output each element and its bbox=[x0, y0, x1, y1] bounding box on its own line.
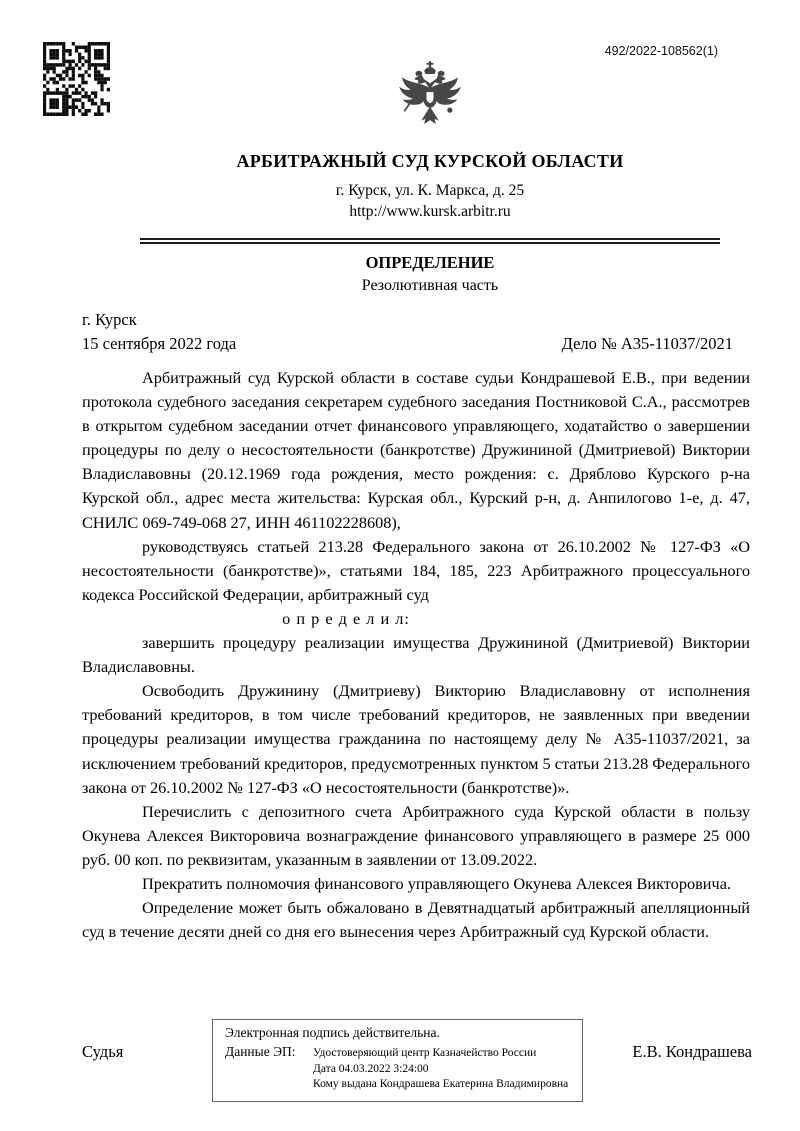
document-date: 15 сентября 2022 года bbox=[82, 334, 237, 353]
date-case-row bbox=[82, 334, 733, 354]
city-line: г. Курск bbox=[82, 310, 137, 329]
ruling-paragraph: завершить процедуру реализации имущества Дружининой (Дмитриевой) Виктории Владиславовны. bbox=[82, 633, 750, 677]
court-name: АРБИТРАЖНЫЙ СУД КУРСКОЙ ОБЛАСТИ bbox=[236, 151, 624, 171]
court-header bbox=[60, 60, 800, 221]
stamp-data-values bbox=[313, 1044, 568, 1093]
ruling-paragraph: Перечислить с депозитного счета Арбитражного суда Курской области в пользу Окунева Алексея Викторовича вознаграждение финансового управляющего в размере 25 000 руб. 00 коп. по реквизитам, указанным в заявлении от 13.09.2022. bbox=[82, 801, 750, 869]
court-website: http://www.kursk.arbitr.ru bbox=[349, 203, 511, 220]
document-body bbox=[82, 366, 750, 944]
stamp-date: Дата 04.03.2022 3:24:00 bbox=[313, 1062, 429, 1075]
stamp-certification-center: Удостоверяющий центр Казначейство России bbox=[313, 1047, 537, 1059]
judge-name: Е.В. Кондрашева bbox=[632, 1042, 752, 1061]
ruling-paragraph: Прекратить полномочия финансового управляющего Окунева Алексея Викторовича. bbox=[142, 873, 731, 893]
ruling-heading: о п р е д е л и л: bbox=[282, 608, 410, 628]
body-paragraph: Арбитражный суд Курской области в составе судьи Кондрашевой Е.В., при ведении протокола судебного заседания секретарем судебного заседания Постниковой С.А., рассмотрев в открытом судебном заседании отчет финансового управляющего, ходатайство о завершении процедуры по делу о несостоятельности (банкротстве) Дружининой (Дмитриевой) Виктории Владиславовны (20.12.1969 года рождения, место рождения: с. Дряблово Курского р-на Курской обл., адрес места жительства: Курская обл., Курский р-н, д. Анпилогово 1-е, д. 47, СНИЛС 069-749-068 27, ИНН 461102228608), bbox=[82, 368, 750, 532]
ruling-paragraph: Определение может быть обжаловано в Девятнадцатый арбитражный апелляционный суд в течение десяти дней со дня его вынесения через Арбитражный суд Курской области. bbox=[82, 898, 750, 942]
body-paragraph: руководствуясь статьей 213.28 Федерального закона от 26.10.2002 № 127-ФЗ «О несостоятельности (банкротстве)», статьями 184, 185, 223 Арбитражного процессуального кодекса Российской Федерации, арбитражный суд bbox=[82, 536, 750, 604]
document-subtitle: Резолютивная часть bbox=[361, 277, 499, 294]
stamp-issued-to: Кому выдана Кондрашева Екатерина Владимировна bbox=[313, 1078, 569, 1090]
stamp-details-row bbox=[225, 1044, 574, 1093]
e-signature-stamp bbox=[212, 1019, 583, 1102]
ruling-paragraph: Освободить Дружинину (Дмитриеву) Викторию Владиславовну от исполнения требований кредиторов, в том числе требований кредиторов, не заявленных при введении процедуры реализации имущества гражданина по настоящему делу № А35-11037/2021, за исключением требований кредиторов, предусмотренных пунктом 5 статьи 213.28 Федерального закона от 26.10.2002 № 127-ФЗ «О несостоятельности (банкротстве)». bbox=[82, 681, 750, 797]
stamp-validity-line: Электронная подпись действительна. bbox=[225, 1025, 440, 1040]
stamp-data-label: Данные ЭП: bbox=[225, 1044, 296, 1059]
document-reference-number: 492/2022-108562(1) bbox=[604, 44, 718, 58]
judge-label: Судья bbox=[82, 1042, 124, 1061]
document-title: ОПРЕДЕЛЕНИЕ bbox=[365, 253, 495, 272]
header-divider bbox=[140, 238, 720, 244]
court-address: г. Курск, ул. К. Маркса, д. 25 bbox=[335, 182, 525, 199]
case-number: Дело № А35-11037/2021 bbox=[561, 334, 733, 353]
russian-coat-of-arms-icon bbox=[60, 60, 800, 144]
